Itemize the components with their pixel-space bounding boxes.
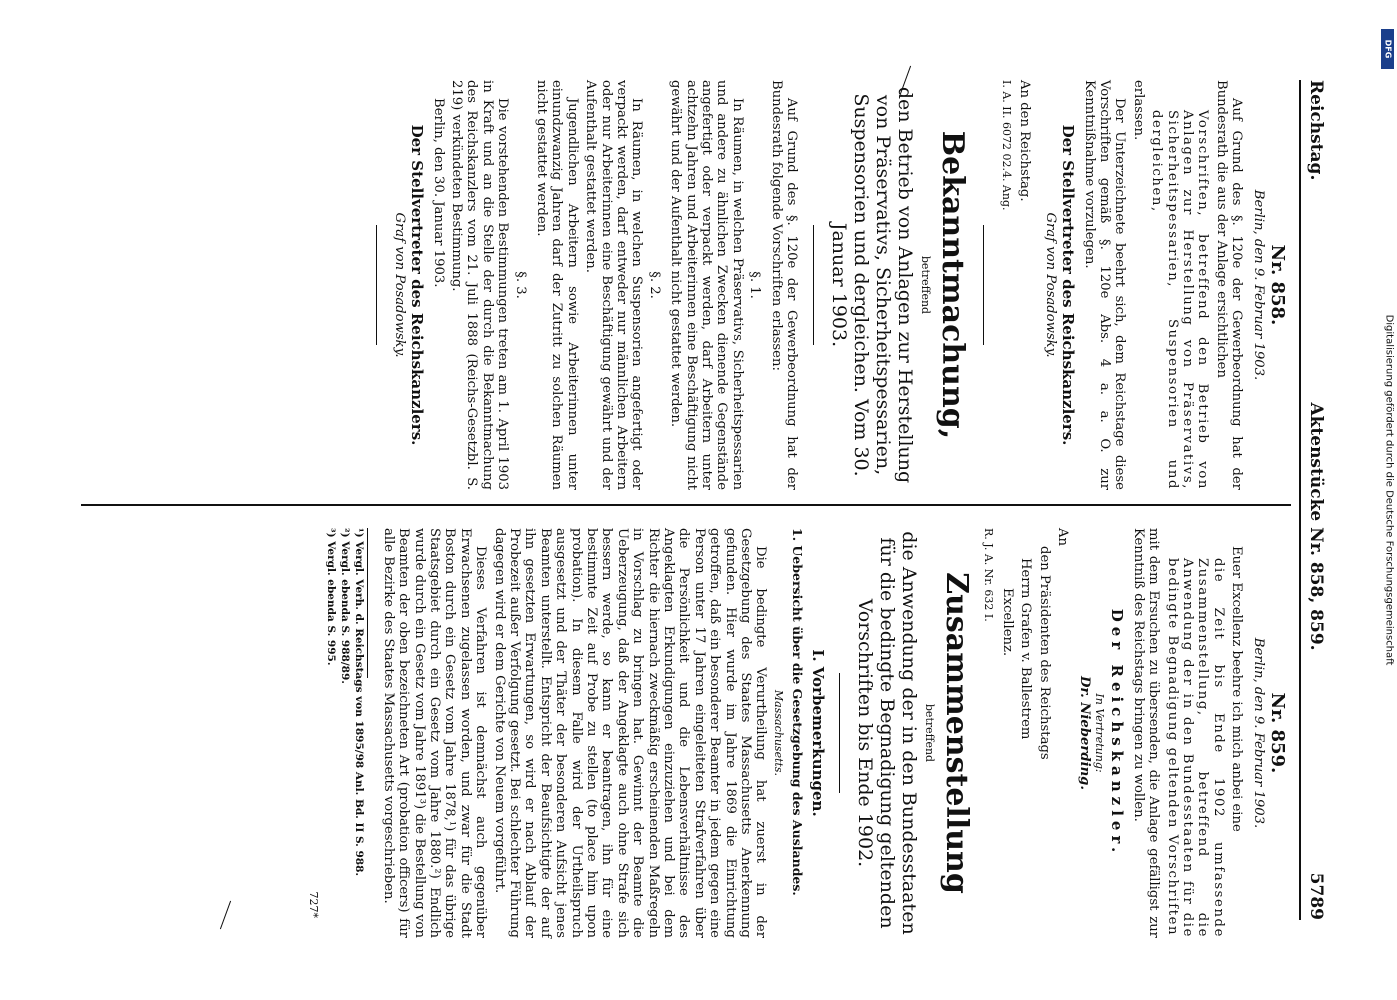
right-column — [305, 528, 1290, 938]
paragraph: Die vorstehenden Bestimmungen treten am 1. April 1903 in Kraft und an die Stelle der durch die Bekanntmachung des Reichskanzlers vom 21. Juli 1888 (Reichs-Gesetzbl. S. 219) verkündeten Bestimmung. — [448, 80, 510, 490]
paragraph: In Räumen, in welchen Suspensorien angefertigt oder verpackt werden, darf entweder nur männlichen Arbeitern oder nur Arbeiterinnen eine Beschäftigung gewährt und der Aufenthalt gestattet werden. — [582, 80, 644, 490]
document-number: Nr. 858. — [1266, 244, 1288, 326]
header-left: Reichstag. — [1305, 80, 1326, 181]
paragraph: Auf Grund des §. 120e der Gewerbeordnung hat der Bundesrath die aus der Anlage ersichtlichen — [1213, 80, 1244, 490]
section-sign: §. 2. — [646, 271, 662, 299]
compilation-title: Zusammenstellung — [938, 572, 974, 894]
state-heading: Massachusetts. — [771, 689, 785, 777]
notice-title: Bekanntmachung, — [935, 130, 970, 440]
indented-block: die Zeit bis Ende 1902 umfassende Zusammenstellung, betreffend die Anwendung der in den Bundesstaaten für die bedingte Begnadigung geltenden Vorschriften — [1164, 558, 1226, 938]
dfg-credit-text: Digitalisierung gefördert durch die Deutsche Forschungsgemeinschaft — [1383, 314, 1395, 666]
section-heading: I. Vorbemerkungen. — [808, 649, 827, 817]
addressee-line: Excellenz. — [999, 588, 1015, 657]
document-number: Nr. 859. — [1266, 692, 1288, 774]
signature: Dr. Nieberding. — [1076, 676, 1092, 790]
addressee-line: Herrn Grafen v. Ballestrem — [1017, 558, 1033, 740]
addressee: An den Reichstag. — [1016, 80, 1032, 202]
notice-subject: den Betrieb von Anlagen zur Herstellung von Präservativs, Sicherheitspessarien, Suspensorien und dergleichen. Vom 30. Januar 1903. — [827, 86, 916, 484]
compilation-subject: die Anwendung der in den Bundesstaaten für die bedingte Begnadigung geltenden Vorschriften bis Ende 1902. — [853, 531, 920, 935]
paragraph: Euer Excellenz beehre ich mich anbei eine — [1228, 546, 1244, 832]
signature-title: Der Reichskanzler. — [1107, 608, 1126, 858]
closing-date: Berlin, den 30. Januar 1903. — [430, 98, 446, 288]
separator-rule — [983, 225, 984, 345]
sheet-mark: 727* — [306, 891, 320, 918]
column-divider — [81, 504, 1291, 506]
paragraph: Dieses Verfahren ist demnächst auch gegenüber Erwachsenen zugelassen worden, und zwar für die Stadt Boston durch ein Gesetz vom Jahre 1878,¹) für das übrige Staatsgebiet durch ein Gesetz vom Jahre 1880.²) Endlich wurde durch ein Gesetz vom Jahre 1891³) die Bestellung von Beamten der oben bezeichneten Art (probation officers) für alle Bezirke des Staates Massachusetts vorgeschrieben. — [380, 528, 488, 938]
addressee-line: den Präsidenten des Reichstags — [1036, 546, 1052, 760]
signature: Graf von Posadowsky. — [391, 212, 407, 358]
signature: Graf von Posadowsky. — [1042, 212, 1058, 358]
betreffend-label: betreffend — [922, 703, 936, 763]
left-column — [362, 80, 1291, 490]
reference-number: I. A. II. 6072 02.4. Ang. — [999, 80, 1013, 211]
dfg-logo: DFG — [1381, 29, 1394, 69]
reference-number: R. J. A. Nr. 632 I. — [982, 528, 995, 622]
dfg-watermark — [1383, 25, 1395, 955]
separator-rule — [376, 225, 377, 345]
betreffend-label: betreffend — [919, 255, 932, 315]
separator-rule — [813, 225, 814, 345]
section-sign: §. 1. — [746, 271, 762, 299]
footnote: ³) Vergl. ebenda S. 995. — [324, 528, 337, 666]
signature-title: Der Stellvertreter des Reichskanzlers. — [407, 124, 426, 446]
addressee-an: An — [1054, 528, 1070, 547]
rotated-document-page — [49, 50, 1349, 950]
page-number: 5789 — [1305, 872, 1326, 920]
paragraph: Die bedingte Verurtheilung hat zuerst in der Gesetzgebung des Staates Massachusetts Anerkennung gefunden. Hier wurde im Jahre 1869 die Einrichtung getroffen, daß ein besonderer Beamter in jedem gegen eine Person unter 17 Jahren eingeleiteten Strafverfahren über die Persönlichkeit und die Lebensverhältnisse des Angeklagten Erkundigungen einzuziehen und bei dem Richter die hiernach zweckmäßig erscheinenden Maßregeln in Vorschlag zu bringen hat. Gewinnt der Beamte die Ueberzeugung, daß der Angeklagte auch ohne Strafe sich bessern werde, so kann er beantragen, ihn für eine bestimmte Zeit auf Probe zu stellen (to place him upon probation). In diesem Falle wird der Urtheilspruch ausgesetzt und der Thäter der besonderen Aufsicht jenes Beamten unterstellt. Entspricht der Beaufsichtigte der auf ihn gesetzten Erwartungen, so wird er nach Ablauf der Probezeit außer Verfolgung gesetzt. Bei schlechter Führung dagegen wird er dem Gerichte von Neuem vorgeführt. — [491, 528, 768, 938]
document-date: Berlin, den 9. Februar 1903. — [1250, 637, 1266, 829]
signature-title: Der Stellvertreter des Reichskanzlers. — [1058, 124, 1077, 446]
paragraph-end: erlassen. — [1130, 80, 1146, 141]
paragraph: Jugendlichen Arbeitern sowie Arbeiterinnen unter einundzwanzig Jahren darf der Zutritt zu solchen Räumen nicht gestattet werden. — [533, 80, 580, 490]
page-header — [1299, 80, 1329, 920]
paragraph: Der Unterzeichnete beehrt sich, dem Reichstage diese Vorschriften gemäß §. 120e Abs. 4 a. a. O. zur Kenntnißnahme vorzulegen. — [1081, 80, 1127, 490]
footnote: ²) Vergl. ebenda S. 988/89. — [338, 528, 351, 684]
footnote: ¹) Vergl. Verh. d. Reichstags von 1895/98 Anl. Bd. II S. 988. — [352, 528, 365, 877]
section-sign: §. 3. — [512, 271, 528, 299]
paragraph: In Räumen, in welchen Präservativs, Sicherheitspessarien und andere zu ähnlichen Zwecken dienende Gegenstände angefertigt oder verpackt werden, darf Arbeitern unter achtzehn Jahren und Arbeiterinnen eine Beschäftigung nicht gewährt und der Aufenthalt nicht gestattet werden. — [667, 80, 745, 490]
footnote-rule — [367, 528, 368, 678]
paragraph-end: mit dem Ersuchen zu übersenden, die Anlage gefälligst zur Kenntniß des Reichstags bringen zu wollen. — [1130, 528, 1161, 938]
document-date: Berlin, den 9. Februar 1903. — [1250, 189, 1266, 381]
header-center: Aktenstücke Nr. 858, 859. — [1305, 402, 1326, 651]
subsection-heading: 1. Uebersicht über die Gesetzgebung des Auslandes. — [789, 528, 805, 896]
separator-rule — [838, 673, 839, 793]
paragraph: Auf Grund des §. 120e der Gewerbeordnung hat der Bundesrath folgende Vorschriften erlassen: — [768, 80, 799, 490]
signature-prefix: In Vertretung: — [1092, 693, 1106, 773]
indented-block: Vorschriften, betreffend den Betrieb von Anlagen zur Herstellung von Präservativs, Sicherheitspessarien, Suspensorien und dergleichen, — [1148, 110, 1210, 490]
